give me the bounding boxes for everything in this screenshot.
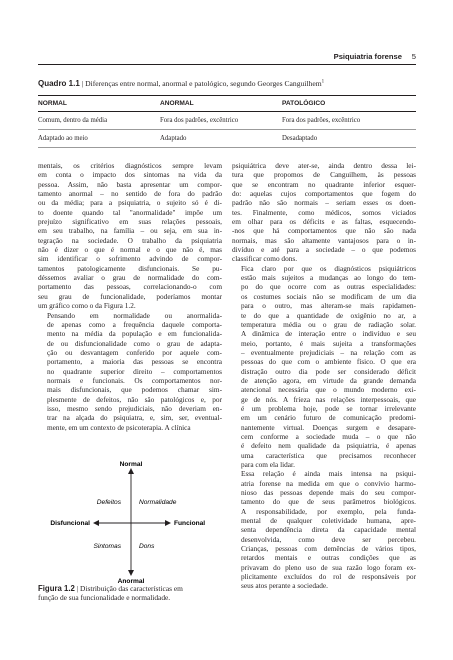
body-left-column	[38, 161, 222, 432]
text-line: em conta o impacto dos sintomas na vida da	[38, 170, 222, 180]
text-line: distração outro dia pode ser considerado déficit	[241, 366, 416, 376]
text-line: mento na média da população e em funcionalida-	[47, 329, 222, 339]
quadro-label: Quadro 1.1	[38, 79, 80, 88]
text-line: Crianças, pessoas com demências de vários tipos,	[241, 544, 416, 554]
table-cell: Fora dos padrões, excêntrico	[282, 112, 416, 130]
text-line: ção ou desvantagem conferido por aquele com-	[47, 347, 222, 357]
figure-1-2	[38, 457, 222, 587]
figure-separator: |	[76, 584, 79, 593]
text-line: pessoa. Assim, não basta apresentar um compor-	[38, 179, 222, 189]
text-line: déssemos avaliar o grau de normalidade do com-	[38, 273, 222, 283]
comparison-table	[38, 95, 416, 148]
table-row	[38, 130, 416, 148]
text-line: plesmente de defeitos, não são patológicos e, por	[47, 394, 222, 404]
text-line: em seu trabalho, na família – ou seja, em sua in-	[38, 226, 222, 236]
text-line: para o outro, mas alteram-se mais rapidamen-	[241, 301, 416, 311]
text-line: Pensando em normalidade ou anormalida-	[47, 310, 222, 320]
running-title: Psiquiatria forense	[333, 52, 402, 61]
running-header	[38, 50, 416, 64]
text-line: trar na alçada do psiquiatra, e, sim, ser, eventual-	[47, 413, 222, 423]
text-line: senta dependência direta da capacidade mental	[241, 525, 416, 535]
body-right-column	[232, 161, 416, 591]
text-line: em olhar para os déficits e as faltas, esquecendo-	[232, 217, 416, 227]
table-cell: Adaptado ao meio	[38, 130, 160, 148]
text-line: portamento das pessoas, correlacionando-o com	[38, 282, 222, 292]
text-line: sim identificar o sofrimento advindo de compor-	[38, 254, 222, 264]
text-line: cem conforme a sociedade muda – o que não	[241, 431, 416, 441]
text-line: normais e funcionais. Os comportamentos nor-	[47, 375, 222, 385]
text-line: retardos mentais e outras condições que as	[241, 553, 416, 563]
text-line: normais, mas são altamente vantajosos para o in-	[232, 235, 416, 245]
text-line: os costumes sociais não se modificam de um dia	[241, 291, 416, 301]
text-line: tamento do que de seus parâmetros biológicos.	[241, 497, 416, 507]
figure-caption-line1: Distribuição das características em	[80, 584, 183, 593]
text-line: seu grau de funcionalidade, poderíamos montar	[38, 291, 222, 301]
table-header-patologico: PATOLÓGICO	[282, 96, 416, 112]
text-line: tes. Finalmente, como médicos, somos viciados	[232, 207, 416, 217]
axis-label-anormal: Anormal	[117, 578, 145, 585]
quadro-caption-ref: 1	[321, 79, 325, 85]
text-line: mais disfuncionais, que podemos chamar sim-	[47, 385, 222, 395]
text-line: privavam do pleno uso de sua razão logo foram ex-	[241, 562, 416, 572]
text-line: de atenção agora, em virtude da grande demanda	[241, 375, 416, 385]
table-header-anormal: ANORMAL	[160, 96, 282, 112]
figure-caption	[38, 584, 222, 603]
text-line: Essa relação é ainda mais intensa na psiqui-	[241, 469, 416, 479]
axis-label-normal: Normal	[119, 461, 143, 468]
text-line: tamentos patologicamente disfuncionais. Se pu-	[38, 263, 222, 273]
table-cell: Desadaptado	[282, 130, 416, 148]
text-line: divíduo e até para a sociedade – o que podemos	[232, 245, 416, 255]
text-line: do: aquelas cujos comportamentos que fogem do	[232, 189, 416, 199]
axis-label-funcional: Funcional	[174, 520, 206, 527]
text-line: uma característica que precisamos reconhecer	[241, 450, 416, 460]
text-line: – eventualmente prejudiciais – na relação com as	[241, 347, 416, 357]
text-line: tura que propomos de Canguilhem, às pessoas	[232, 170, 416, 180]
quadrant-normalidade: Normalidade	[139, 499, 177, 506]
table-row	[38, 112, 416, 130]
text-line: atencional necessária que o mundo moderno exi-	[241, 385, 416, 395]
text-line: temperatura média ou o grau de radiação solar.	[241, 319, 416, 329]
header-rule	[38, 64, 416, 65]
text-line: A dinâmica de interação entre o indivíduo e seu	[241, 329, 416, 339]
quadrant-defeitos: Defeitos	[96, 499, 121, 506]
quadro-separator: |	[81, 79, 84, 88]
text-line: um gráfico como o da Figura 1.2.	[38, 301, 136, 311]
text-line: prejuízo significativo em suas relações pessoais,	[38, 217, 222, 227]
text-line: padrão não são normais – seriam esses os doen-	[232, 198, 416, 208]
text-line: -nos que há comportamentos que não são nada	[232, 226, 416, 236]
text-line: te do que a quantidade de oxigênio no ar, a	[241, 310, 416, 320]
text-line: isso, mesmo sendo prejudiciais, não deveriam en-	[47, 403, 222, 413]
text-line: desenvolvida, como deve ser percebeu.	[241, 534, 416, 544]
text-line: Fica claro por que os diagnósticos psiquiátricos	[241, 263, 416, 273]
text-line: plicitamente excluídos do rol de responsáveis por	[241, 572, 416, 582]
text-line: para com ela lidar.	[241, 460, 295, 469]
text-line: nioso das pessoas depende mais do seu compor-	[241, 488, 416, 498]
text-line: não é dizer o que é normal e o que não é, mas	[38, 245, 222, 255]
text-line: atria forense na medida em que o convívio harmo-	[241, 478, 416, 488]
quadro-caption	[38, 79, 416, 88]
text-line: po do que ocorre com as outras especialidades:	[241, 282, 416, 292]
text-line: A responsabilidade, por exemplo, pela funda-	[241, 506, 416, 516]
text-line: estão mais sujeitos a mudanças ao longo do tem-	[241, 273, 416, 283]
table-cell: Comum, dentro da média	[38, 112, 160, 130]
page-number: 5	[411, 52, 416, 61]
text-line: ge de nós. A fríeza nas relações interpessoais, que	[241, 394, 416, 404]
text-line: é um problema hoje, pode se tornar irrelevante	[241, 403, 416, 413]
table-cell: Adaptado	[160, 130, 282, 148]
text-line: em um cenário futuro de comunicação predomi-	[241, 413, 416, 423]
quadro-caption-text: Diferenças entre normal, anormal e patológico, segundo Georges Canguilhem	[85, 79, 322, 88]
text-line: to doente quando tal "anormalidade" impõe um	[38, 207, 222, 217]
left-paragraph	[38, 161, 222, 311]
text-line: mente, em um contexto de psicoterapia. A clínica	[47, 422, 191, 432]
figure-label: Figura 1.2	[38, 584, 75, 593]
table-cell: Fora dos padrões, excêntrico	[160, 112, 282, 130]
axis-label-disfuncional: Disfuncional	[50, 520, 90, 527]
table-header-normal: NORMAL	[38, 96, 160, 112]
quadrant-sintomas: Sintomas	[93, 543, 121, 550]
text-line: portamento, a maioria das pessoas se encontra	[47, 357, 222, 367]
text-line: que se encontram no quadrante inferior esquer-	[232, 179, 416, 189]
right-paragraph	[232, 264, 416, 470]
text-line: classificar como dons.	[232, 254, 298, 264]
right-paragraph	[232, 161, 416, 264]
quadrant-dons: Dons	[139, 543, 155, 550]
text-line: no quadrante superior direito – comportamentos	[47, 366, 222, 376]
text-line: é defeito nem qualidade da psiquiatria, é apenas	[241, 441, 416, 451]
text-line: nantemente virtual. Doenças surgem e desapare-	[241, 422, 416, 432]
text-line: mentais, os critérios diagnósticos sempre levam	[38, 161, 222, 170]
text-line: meio, portanto, é mais sujeita a transformações	[241, 338, 416, 348]
table-header-row	[38, 96, 416, 112]
text-line: de apenas como a frequência daquele comporta-	[47, 319, 222, 329]
text-line: tegração na sociedade. O trabalho da psiquiatria	[38, 235, 222, 245]
right-paragraph	[232, 469, 416, 590]
text-line: mental de qualquer coletividade humana, apre-	[241, 516, 416, 526]
text-line: pessoas do que com o ambiente físico. O que era	[241, 357, 416, 367]
left-paragraph	[38, 311, 222, 432]
figure-caption-line2: função de sua funcionalidade e normalidade.	[38, 593, 171, 603]
text-line: de ou disfuncionalidade como o grau de adapta-	[47, 338, 222, 348]
text-line: seus atos perante a sociedade.	[241, 581, 328, 591]
quadrant-diagram	[38, 457, 222, 587]
text-line: psiquiátrica deve ater-se, ainda dentro dessa lei-	[232, 161, 416, 170]
text-line: ou da média; para a psiquiatria, o sujeito só é di-	[38, 198, 222, 208]
text-line: tamento anormal – no sentido de fora do padrão	[38, 189, 222, 199]
